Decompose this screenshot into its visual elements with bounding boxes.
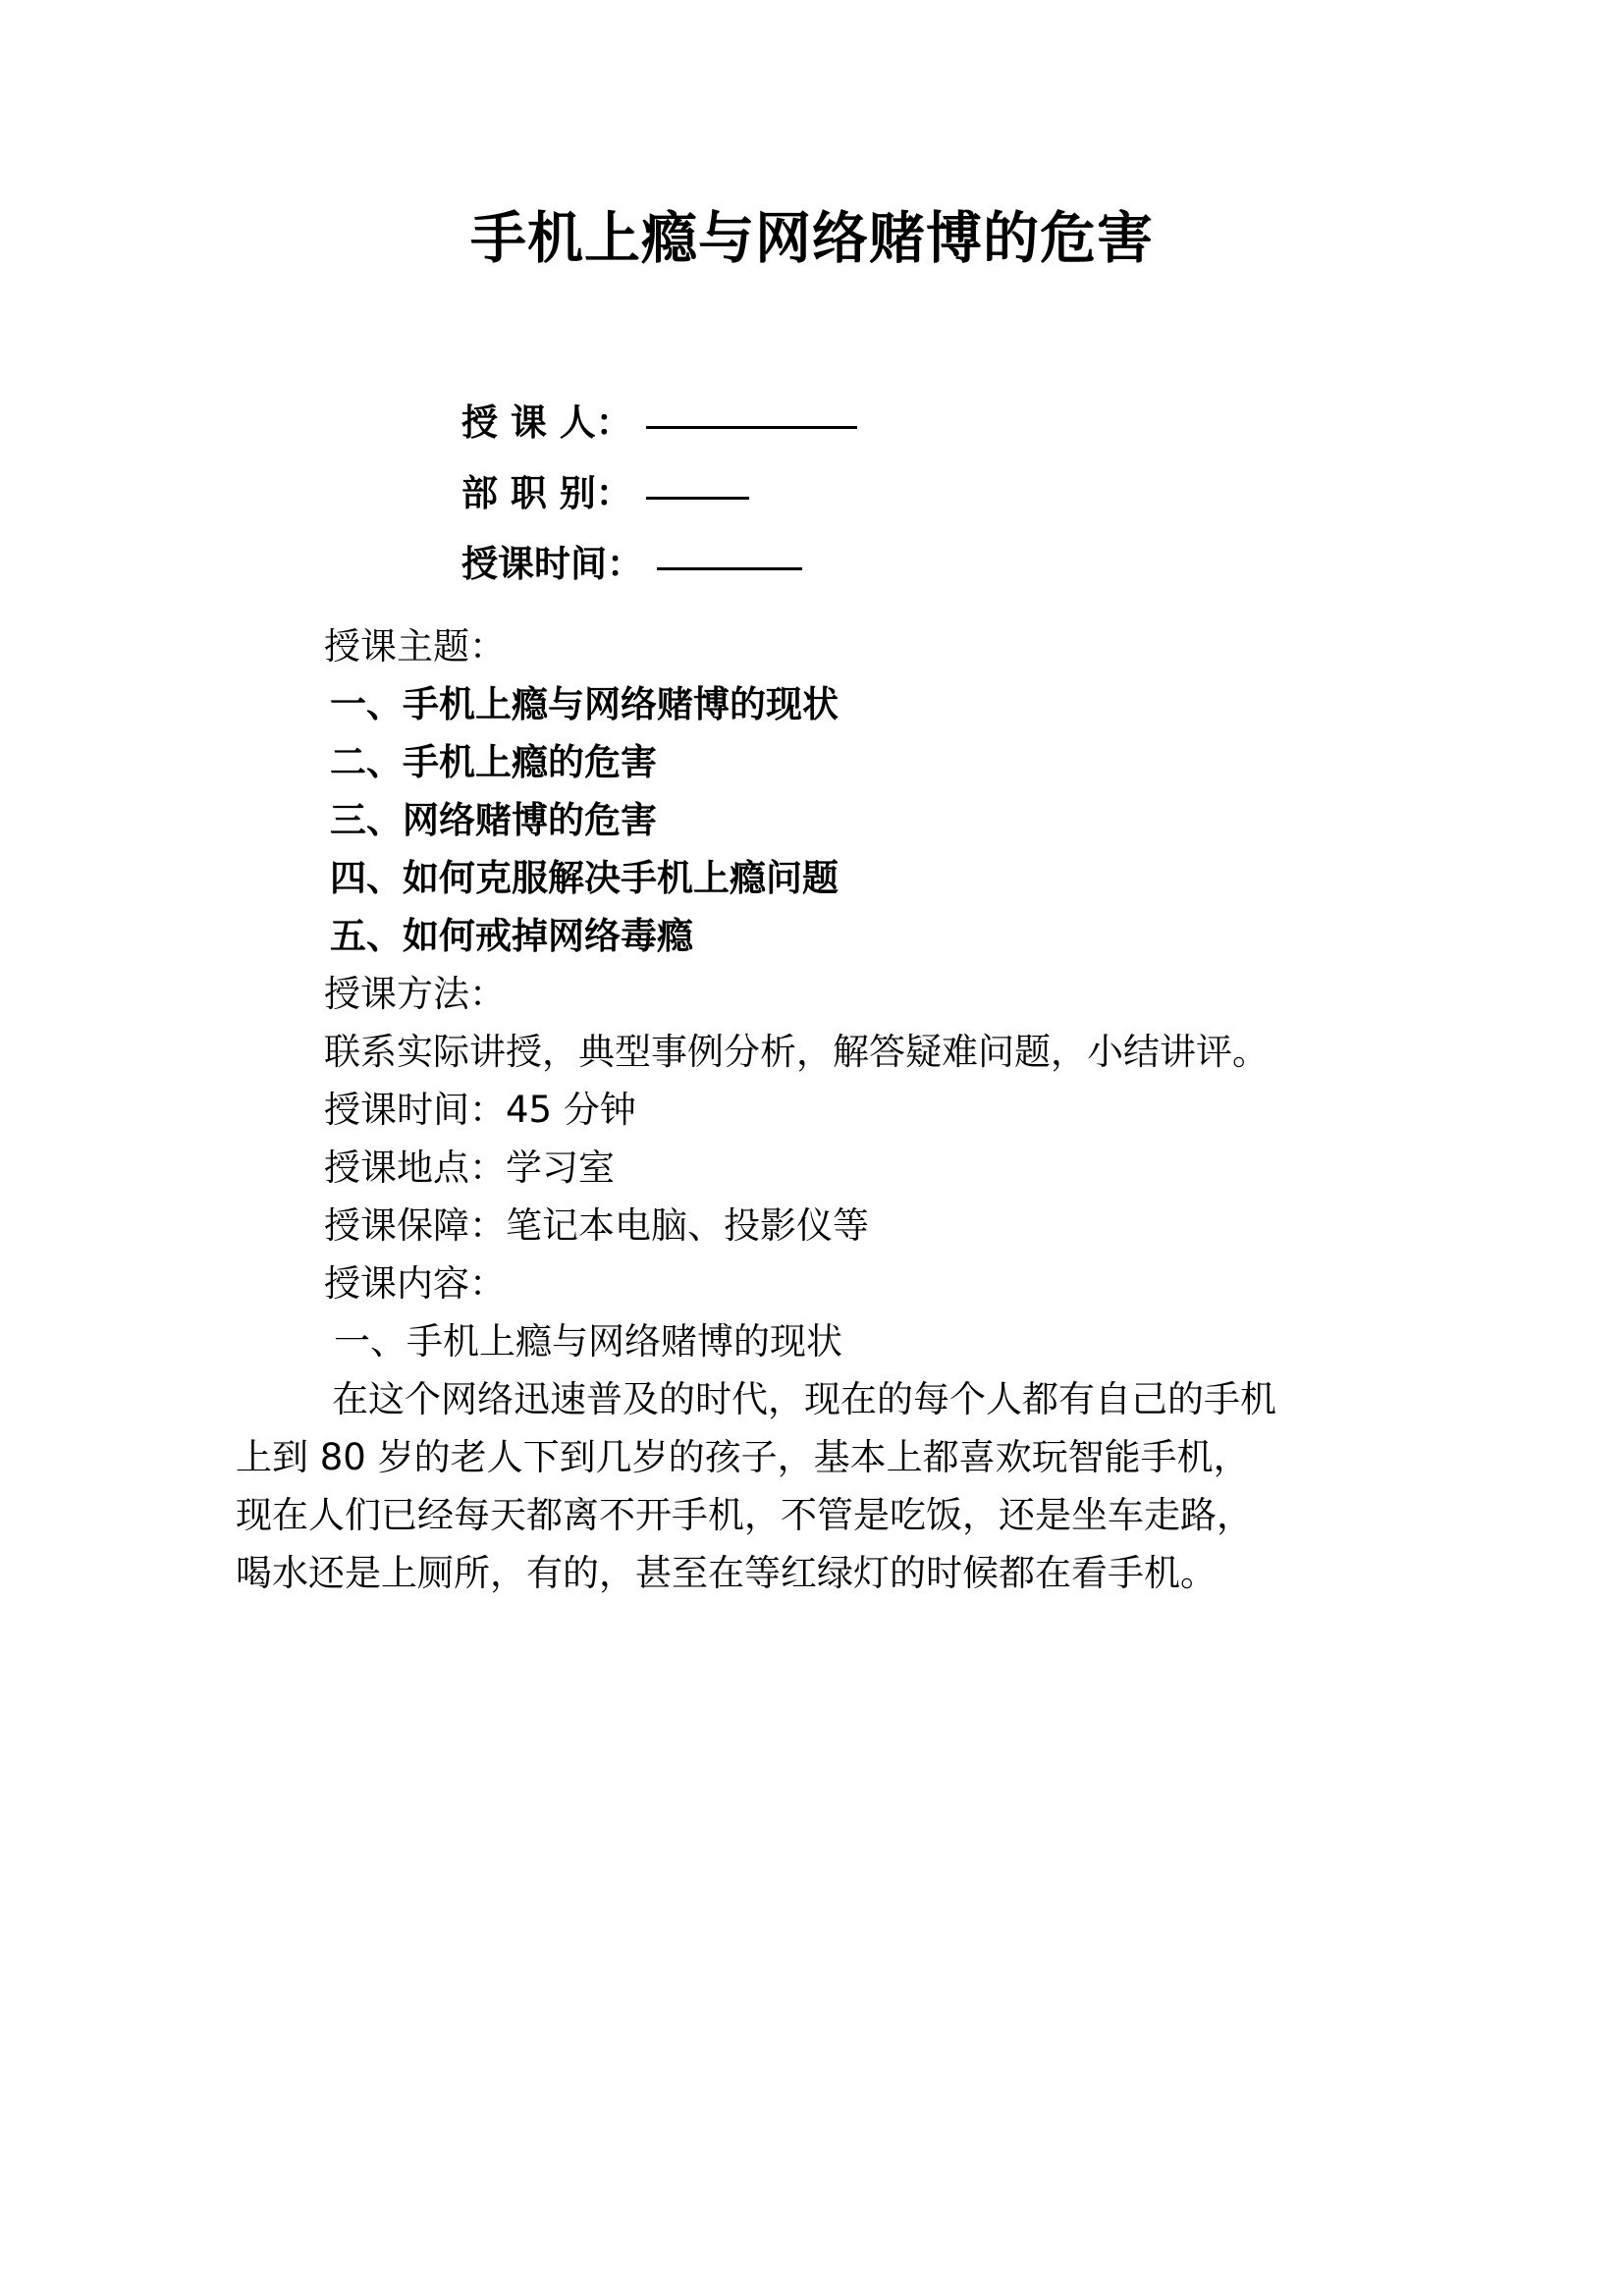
department-blank-line[interactable] (646, 497, 749, 500)
field-row-instructor (461, 401, 1149, 475)
page-title: 手机上瘾与网络赌博的危害 (470, 206, 1154, 271)
topic-list-item-1: 一、手机上瘾与网络赌博的现状 (330, 683, 839, 725)
department-label: 部 职 别： (461, 472, 632, 514)
field-row-lesson-time (461, 543, 1149, 616)
document-body (236, 625, 1384, 1594)
field-row-department (461, 472, 1149, 546)
topic-list-item-4: 四、如何克服解决手机上瘾问题 (330, 857, 839, 899)
instructor-label: 授 课 人： (461, 401, 632, 444)
lesson-time-label: 授课时间： (461, 543, 643, 585)
method-text: 联系实际讲授，典型事例分析，解答疑难问题，小结讲评。 (324, 1031, 1269, 1073)
content-section-heading: 一、手机上瘾与网络赌博的现状 (334, 1320, 842, 1362)
content-paragraph-line-3: 现在人们已经每天都离不开手机，不管是吃饭，还是坐车走路， (236, 1494, 1253, 1536)
content-paragraph-line-2: 上到 80 岁的老人下到几岁的孩子，基本上都喜欢玩智能手机， (236, 1436, 1250, 1478)
content-paragraph-line-1: 在这个网络迅速普及的时代，现在的每个人都有自己的手机 (332, 1378, 1276, 1420)
instructor-blank-line[interactable] (646, 426, 857, 429)
topic-list-item-5: 五、如何戒掉网络毒瘾 (330, 915, 693, 957)
lesson-time-blank-line[interactable] (657, 567, 802, 570)
method-label: 授课方法： (324, 973, 506, 1015)
content-paragraph-line-4: 喝水还是上厕所，有的，甚至在等红绿灯的时候都在看手机。 (236, 1552, 1217, 1594)
topic-list-item-3: 三、网络赌博的危害 (330, 799, 657, 841)
lesson-place-line: 授课地点：学习室 (324, 1147, 615, 1189)
lesson-duration-line: 授课时间：45 分钟 (324, 1089, 636, 1131)
lesson-info-form (461, 401, 1149, 616)
content-label: 授课内容： (324, 1262, 506, 1305)
topic-list-item-2: 二、手机上瘾的危害 (330, 741, 657, 783)
topic-label: 授课主题： (324, 625, 506, 667)
lesson-support-line: 授课保障：笔记本电脑、投影仪等 (324, 1204, 869, 1247)
